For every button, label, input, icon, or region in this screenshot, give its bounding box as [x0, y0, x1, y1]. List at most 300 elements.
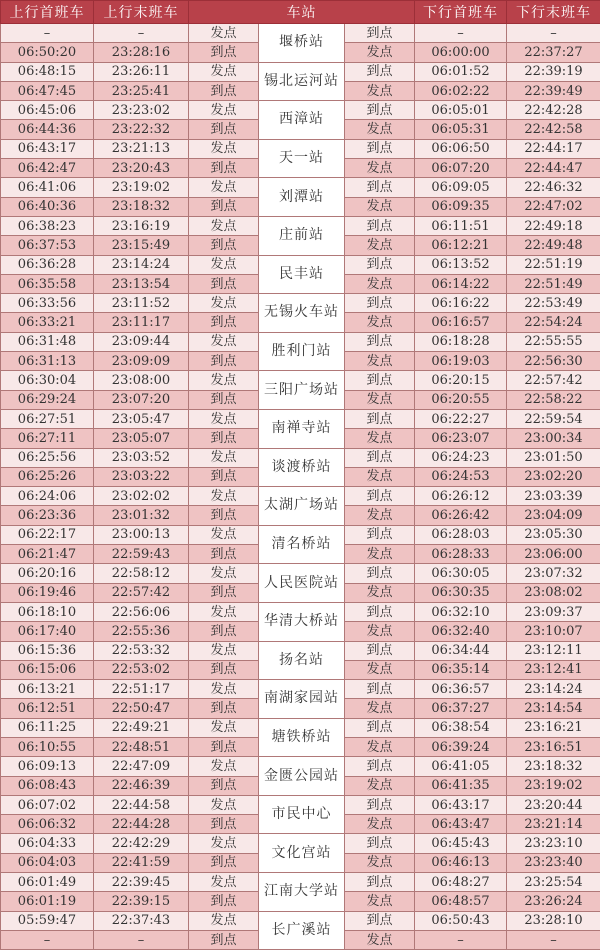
down-last-time: 23:16:21	[507, 718, 600, 737]
up-event-label: 到点	[189, 352, 259, 371]
up-event-label: 发点	[189, 680, 259, 699]
up-last-time: 22:47:09	[94, 757, 189, 776]
up-first-time: 06:07:02	[1, 795, 94, 814]
down-last-time: 22:39:19	[507, 62, 600, 81]
up-event-label: 发点	[189, 294, 259, 313]
up-event-label: 发点	[189, 178, 259, 197]
down-last-time: 22:51:19	[507, 255, 600, 274]
up-first-time: 06:37:53	[1, 236, 94, 255]
up-last-time: 23:14:24	[94, 255, 189, 274]
table-row	[1, 602, 600, 621]
up-last-time: 22:59:43	[94, 545, 189, 564]
station-name: 塘铁桥站	[259, 718, 345, 757]
down-first-time: 06:39:24	[415, 737, 507, 756]
table-row	[1, 62, 600, 81]
up-event-label: 发点	[189, 602, 259, 621]
up-event-label: 到点	[189, 390, 259, 409]
up-last-time: 23:15:49	[94, 236, 189, 255]
up-event-label: 发点	[189, 641, 259, 660]
up-last-time: –	[94, 24, 189, 43]
down-event-label: 发点	[345, 622, 415, 641]
up-event-label: 发点	[189, 101, 259, 120]
station-name: 华清大桥站	[259, 602, 345, 641]
down-first-time: 06:37:27	[415, 699, 507, 718]
table-row	[1, 178, 600, 197]
up-first-time: 06:08:43	[1, 776, 94, 795]
down-first-time: 06:22:27	[415, 409, 507, 428]
down-event-label: 发点	[345, 660, 415, 679]
station-name: 谈渡桥站	[259, 448, 345, 487]
down-first-time: 06:05:31	[415, 120, 507, 139]
up-event-label: 发点	[189, 911, 259, 930]
up-last-time: 23:11:52	[94, 294, 189, 313]
up-event-label: 到点	[189, 622, 259, 641]
table-row	[1, 757, 600, 776]
down-last-time: 23:25:54	[507, 873, 600, 892]
down-first-time: 06:41:05	[415, 757, 507, 776]
down-event-label: 发点	[345, 236, 415, 255]
up-last-time: 23:08:00	[94, 371, 189, 390]
down-event-label: 发点	[345, 737, 415, 756]
down-last-time: 22:56:30	[507, 352, 600, 371]
down-last-time: 23:03:39	[507, 487, 600, 506]
down-event-label: 发点	[345, 853, 415, 872]
down-first-time: 06:20:15	[415, 371, 507, 390]
table-row	[1, 873, 600, 892]
up-first-time: 06:40:36	[1, 197, 94, 216]
station-name: 刘潭站	[259, 178, 345, 217]
down-first-time: 06:09:35	[415, 197, 507, 216]
up-last-time: 22:39:15	[94, 892, 189, 911]
up-last-time: 23:09:09	[94, 352, 189, 371]
down-last-time: 23:18:32	[507, 757, 600, 776]
down-event-label: 发点	[345, 313, 415, 332]
down-event-label: 发点	[345, 892, 415, 911]
down-last-time: 23:16:51	[507, 737, 600, 756]
table-row	[1, 718, 600, 737]
table-row	[1, 487, 600, 506]
down-last-time: 23:07:32	[507, 564, 600, 583]
down-last-time: 23:10:07	[507, 622, 600, 641]
down-last-time: 23:00:34	[507, 429, 600, 448]
up-last-time: 22:39:45	[94, 873, 189, 892]
down-event-label: 到点	[345, 834, 415, 853]
up-first-time: 06:29:24	[1, 390, 94, 409]
up-event-label: 到点	[189, 853, 259, 872]
up-first-time: 06:19:46	[1, 583, 94, 602]
up-first-time: 06:38:23	[1, 216, 94, 235]
down-event-label: 到点	[345, 294, 415, 313]
up-event-label: 到点	[189, 583, 259, 602]
up-first-time: 06:47:45	[1, 81, 94, 100]
down-event-label: 到点	[345, 795, 415, 814]
table-row	[1, 525, 600, 544]
up-event-label: 到点	[189, 236, 259, 255]
up-last-time: 22:53:32	[94, 641, 189, 660]
up-last-time: 23:01:32	[94, 506, 189, 525]
down-event-label: 到点	[345, 487, 415, 506]
station-name: 长广溪站	[259, 911, 345, 950]
down-first-time: 06:12:21	[415, 236, 507, 255]
up-event-label: 到点	[189, 699, 259, 718]
up-first-time: 06:25:56	[1, 448, 94, 467]
down-first-time: 06:36:57	[415, 680, 507, 699]
up-event-label: 到点	[189, 120, 259, 139]
down-last-time: 22:44:17	[507, 139, 600, 158]
up-last-time: 22:56:06	[94, 602, 189, 621]
down-event-label: 发点	[345, 197, 415, 216]
up-event-label: 发点	[189, 409, 259, 428]
down-event-label: 发点	[345, 81, 415, 100]
down-last-time: 23:19:02	[507, 776, 600, 795]
table-row	[1, 409, 600, 428]
up-event-label: 发点	[189, 873, 259, 892]
header-station: 车站	[189, 1, 415, 24]
down-last-time: 22:46:32	[507, 178, 600, 197]
up-last-time: 22:46:39	[94, 776, 189, 795]
down-last-time: 22:42:28	[507, 101, 600, 120]
up-first-time: 06:35:58	[1, 274, 94, 293]
station-name: 清名桥站	[259, 525, 345, 564]
down-last-time: 23:20:44	[507, 795, 600, 814]
up-first-time: 06:15:06	[1, 660, 94, 679]
down-event-label: 发点	[345, 930, 415, 949]
up-event-label: 发点	[189, 448, 259, 467]
up-event-label: 发点	[189, 24, 259, 43]
down-event-label: 到点	[345, 62, 415, 81]
down-first-time: 06:32:40	[415, 622, 507, 641]
down-event-label: 到点	[345, 448, 415, 467]
down-first-time: 06:46:13	[415, 853, 507, 872]
down-last-time: 23:28:10	[507, 911, 600, 930]
down-first-time: 06:32:10	[415, 602, 507, 621]
up-last-time: –	[94, 930, 189, 949]
table-row	[1, 216, 600, 235]
down-first-time: 06:30:35	[415, 583, 507, 602]
down-event-label: 发点	[345, 43, 415, 62]
station-name: 扬名站	[259, 641, 345, 680]
up-last-time: 22:37:43	[94, 911, 189, 930]
table-row	[1, 911, 600, 930]
down-first-time: –	[415, 24, 507, 43]
table-row	[1, 564, 600, 583]
up-last-time: 23:19:02	[94, 178, 189, 197]
up-event-label: 到点	[189, 737, 259, 756]
up-event-label: 发点	[189, 525, 259, 544]
down-last-time: 23:06:00	[507, 545, 600, 564]
station-name: 无锡火车站	[259, 294, 345, 333]
table-row	[1, 139, 600, 158]
up-last-time: 23:20:43	[94, 159, 189, 178]
down-last-time: 22:57:42	[507, 371, 600, 390]
up-last-time: 23:25:41	[94, 81, 189, 100]
up-first-time: 06:31:48	[1, 332, 94, 351]
up-last-time: 22:41:59	[94, 853, 189, 872]
down-first-time: 06:26:42	[415, 506, 507, 525]
down-last-time: 23:21:14	[507, 815, 600, 834]
up-event-label: 发点	[189, 332, 259, 351]
table-row	[1, 255, 600, 274]
up-event-label: 到点	[189, 43, 259, 62]
up-last-time: 23:05:07	[94, 429, 189, 448]
up-event-label: 发点	[189, 757, 259, 776]
down-event-label: 到点	[345, 178, 415, 197]
down-event-label: 到点	[345, 371, 415, 390]
down-last-time: 23:05:30	[507, 525, 600, 544]
up-first-time: 06:10:55	[1, 737, 94, 756]
down-event-label: 发点	[345, 815, 415, 834]
down-last-time: 23:12:11	[507, 641, 600, 660]
up-first-time: 06:01:49	[1, 873, 94, 892]
down-event-label: 发点	[345, 274, 415, 293]
up-last-time: 22:49:21	[94, 718, 189, 737]
down-last-time: 22:39:49	[507, 81, 600, 100]
down-first-time: 06:35:14	[415, 660, 507, 679]
up-first-time: 06:50:20	[1, 43, 94, 62]
down-first-time: 06:48:27	[415, 873, 507, 892]
down-last-time: 22:53:49	[507, 294, 600, 313]
down-last-time: 22:54:24	[507, 313, 600, 332]
station-name: 人民医院站	[259, 564, 345, 603]
down-event-label: 到点	[345, 564, 415, 583]
down-last-time: 23:23:10	[507, 834, 600, 853]
up-last-time: 23:22:32	[94, 120, 189, 139]
up-last-time: 22:51:17	[94, 680, 189, 699]
up-event-label: 到点	[189, 274, 259, 293]
up-last-time: 22:42:29	[94, 834, 189, 853]
down-last-time: 23:09:37	[507, 602, 600, 621]
down-first-time: 06:24:53	[415, 467, 507, 486]
down-first-time: 06:48:57	[415, 892, 507, 911]
up-last-time: 23:00:13	[94, 525, 189, 544]
station-name: 堰桥站	[259, 24, 345, 63]
down-event-label: 发点	[345, 159, 415, 178]
down-event-label: 到点	[345, 139, 415, 158]
down-event-label: 发点	[345, 429, 415, 448]
down-last-time: 22:55:55	[507, 332, 600, 351]
up-first-time: 06:25:26	[1, 467, 94, 486]
up-last-time: 23:13:54	[94, 274, 189, 293]
down-event-label: 到点	[345, 757, 415, 776]
down-first-time: 06:50:43	[415, 911, 507, 930]
down-event-label: 到点	[345, 332, 415, 351]
up-last-time: 22:44:58	[94, 795, 189, 814]
up-last-time: 22:50:47	[94, 699, 189, 718]
up-event-label: 到点	[189, 506, 259, 525]
up-first-time: 06:04:33	[1, 834, 94, 853]
up-last-time: 23:05:47	[94, 409, 189, 428]
down-last-time: 22:49:18	[507, 216, 600, 235]
down-event-label: 发点	[345, 467, 415, 486]
up-event-label: 发点	[189, 371, 259, 390]
up-last-time: 22:44:28	[94, 815, 189, 834]
up-event-label: 到点	[189, 313, 259, 332]
up-event-label: 到点	[189, 467, 259, 486]
table-row	[1, 294, 600, 313]
up-first-time: 06:06:32	[1, 815, 94, 834]
station-name: 锡北运河站	[259, 62, 345, 101]
up-first-time: 06:33:21	[1, 313, 94, 332]
down-last-time: 22:49:48	[507, 236, 600, 255]
up-event-label: 到点	[189, 81, 259, 100]
down-event-label: 到点	[345, 24, 415, 43]
table-row	[1, 680, 600, 699]
down-first-time: 06:05:01	[415, 101, 507, 120]
up-first-time: 06:13:21	[1, 680, 94, 699]
up-last-time: 22:55:36	[94, 622, 189, 641]
down-first-time: 06:28:33	[415, 545, 507, 564]
down-last-time: 22:47:02	[507, 197, 600, 216]
down-first-time: 06:20:55	[415, 390, 507, 409]
up-event-label: 到点	[189, 545, 259, 564]
station-name: 庄前站	[259, 216, 345, 255]
down-event-label: 到点	[345, 680, 415, 699]
down-event-label: 到点	[345, 873, 415, 892]
down-first-time: 06:41:35	[415, 776, 507, 795]
up-event-label: 到点	[189, 892, 259, 911]
down-last-time: 22:44:47	[507, 159, 600, 178]
down-first-time: 06:43:47	[415, 815, 507, 834]
timetable-body	[1, 24, 600, 950]
down-event-label: 到点	[345, 602, 415, 621]
up-first-time: 06:04:03	[1, 853, 94, 872]
down-last-time: 23:04:09	[507, 506, 600, 525]
down-first-time: 06:26:12	[415, 487, 507, 506]
up-event-label: 到点	[189, 159, 259, 178]
down-first-time: 06:06:50	[415, 139, 507, 158]
up-last-time: 23:16:19	[94, 216, 189, 235]
down-first-time: 06:13:52	[415, 255, 507, 274]
up-last-time: 23:21:13	[94, 139, 189, 158]
down-event-label: 到点	[345, 101, 415, 120]
header-down-last: 下行末班车	[507, 1, 600, 24]
up-first-time: 06:45:06	[1, 101, 94, 120]
down-event-label: 到点	[345, 911, 415, 930]
down-last-time: 22:58:22	[507, 390, 600, 409]
down-last-time: 23:01:50	[507, 448, 600, 467]
up-first-time: 06:18:10	[1, 602, 94, 621]
down-event-label: 到点	[345, 718, 415, 737]
station-name: 文化宫站	[259, 834, 345, 873]
up-last-time: 23:11:17	[94, 313, 189, 332]
up-event-label: 到点	[189, 776, 259, 795]
up-event-label: 到点	[189, 930, 259, 949]
up-event-label: 到点	[189, 815, 259, 834]
table-row	[1, 332, 600, 351]
table-row	[1, 641, 600, 660]
down-first-time: 06:07:20	[415, 159, 507, 178]
up-first-time: 06:33:56	[1, 294, 94, 313]
station-name: 民丰站	[259, 255, 345, 294]
up-first-time: 06:22:17	[1, 525, 94, 544]
table-row	[1, 834, 600, 853]
up-first-time: 06:15:36	[1, 641, 94, 660]
station-name: 南湖家园站	[259, 680, 345, 719]
up-event-label: 发点	[189, 564, 259, 583]
station-name: 西漳站	[259, 101, 345, 140]
down-first-time: 06:30:05	[415, 564, 507, 583]
up-first-time: 06:09:13	[1, 757, 94, 776]
header-down-first: 下行首班车	[415, 1, 507, 24]
up-event-label: 到点	[189, 197, 259, 216]
up-event-label: 到点	[189, 429, 259, 448]
down-event-label: 到点	[345, 216, 415, 235]
down-event-label: 到点	[345, 255, 415, 274]
up-event-label: 发点	[189, 216, 259, 235]
down-first-time: 06:14:22	[415, 274, 507, 293]
up-event-label: 发点	[189, 62, 259, 81]
up-first-time: 06:41:06	[1, 178, 94, 197]
down-last-time: 23:12:41	[507, 660, 600, 679]
down-last-time: 22:37:27	[507, 43, 600, 62]
up-last-time: 22:57:42	[94, 583, 189, 602]
down-last-time: 22:51:49	[507, 274, 600, 293]
down-first-time: 06:00:00	[415, 43, 507, 62]
up-first-time: 06:24:06	[1, 487, 94, 506]
up-last-time: 22:48:51	[94, 737, 189, 756]
up-last-time: 22:53:02	[94, 660, 189, 679]
up-last-time: 23:18:32	[94, 197, 189, 216]
down-event-label: 到点	[345, 641, 415, 660]
up-last-time: 23:03:52	[94, 448, 189, 467]
down-last-time: 23:02:20	[507, 467, 600, 486]
down-event-label: 发点	[345, 583, 415, 602]
down-first-time: 06:19:03	[415, 352, 507, 371]
down-first-time: 06:16:22	[415, 294, 507, 313]
down-first-time: 06:28:03	[415, 525, 507, 544]
up-last-time: 23:03:22	[94, 467, 189, 486]
station-name: 市民中心	[259, 795, 345, 834]
up-last-time: 22:58:12	[94, 564, 189, 583]
down-first-time: 06:18:28	[415, 332, 507, 351]
down-last-time: 22:42:58	[507, 120, 600, 139]
station-name: 三阳广场站	[259, 371, 345, 410]
up-last-time: 23:07:20	[94, 390, 189, 409]
down-first-time: 06:34:44	[415, 641, 507, 660]
up-first-time: 06:11:25	[1, 718, 94, 737]
table-row	[1, 371, 600, 390]
down-first-time: 06:02:22	[415, 81, 507, 100]
up-last-time: 23:26:11	[94, 62, 189, 81]
up-first-time: 06:21:47	[1, 545, 94, 564]
up-last-time: 23:23:02	[94, 101, 189, 120]
up-first-time: 06:23:36	[1, 506, 94, 525]
up-first-time: –	[1, 24, 94, 43]
down-last-time: 22:59:54	[507, 409, 600, 428]
station-name: 太湖广场站	[259, 487, 345, 526]
down-first-time: 06:43:17	[415, 795, 507, 814]
table-row	[1, 101, 600, 120]
down-last-time: –	[507, 24, 600, 43]
up-event-label: 发点	[189, 255, 259, 274]
down-last-time: 23:23:40	[507, 853, 600, 872]
down-event-label: 到点	[345, 525, 415, 544]
up-first-time: 06:42:47	[1, 159, 94, 178]
up-first-time: 06:20:16	[1, 564, 94, 583]
station-name: 胜利门站	[259, 332, 345, 371]
up-last-time: 23:09:44	[94, 332, 189, 351]
station-name: 金匮公园站	[259, 757, 345, 796]
down-first-time: 06:09:05	[415, 178, 507, 197]
down-first-time: 06:23:07	[415, 429, 507, 448]
up-first-time: 06:27:11	[1, 429, 94, 448]
up-first-time: 06:43:17	[1, 139, 94, 158]
up-event-label: 发点	[189, 139, 259, 158]
down-event-label: 发点	[345, 699, 415, 718]
down-first-time: 06:01:52	[415, 62, 507, 81]
station-name: 南禅寺站	[259, 409, 345, 448]
table-row	[1, 24, 600, 43]
